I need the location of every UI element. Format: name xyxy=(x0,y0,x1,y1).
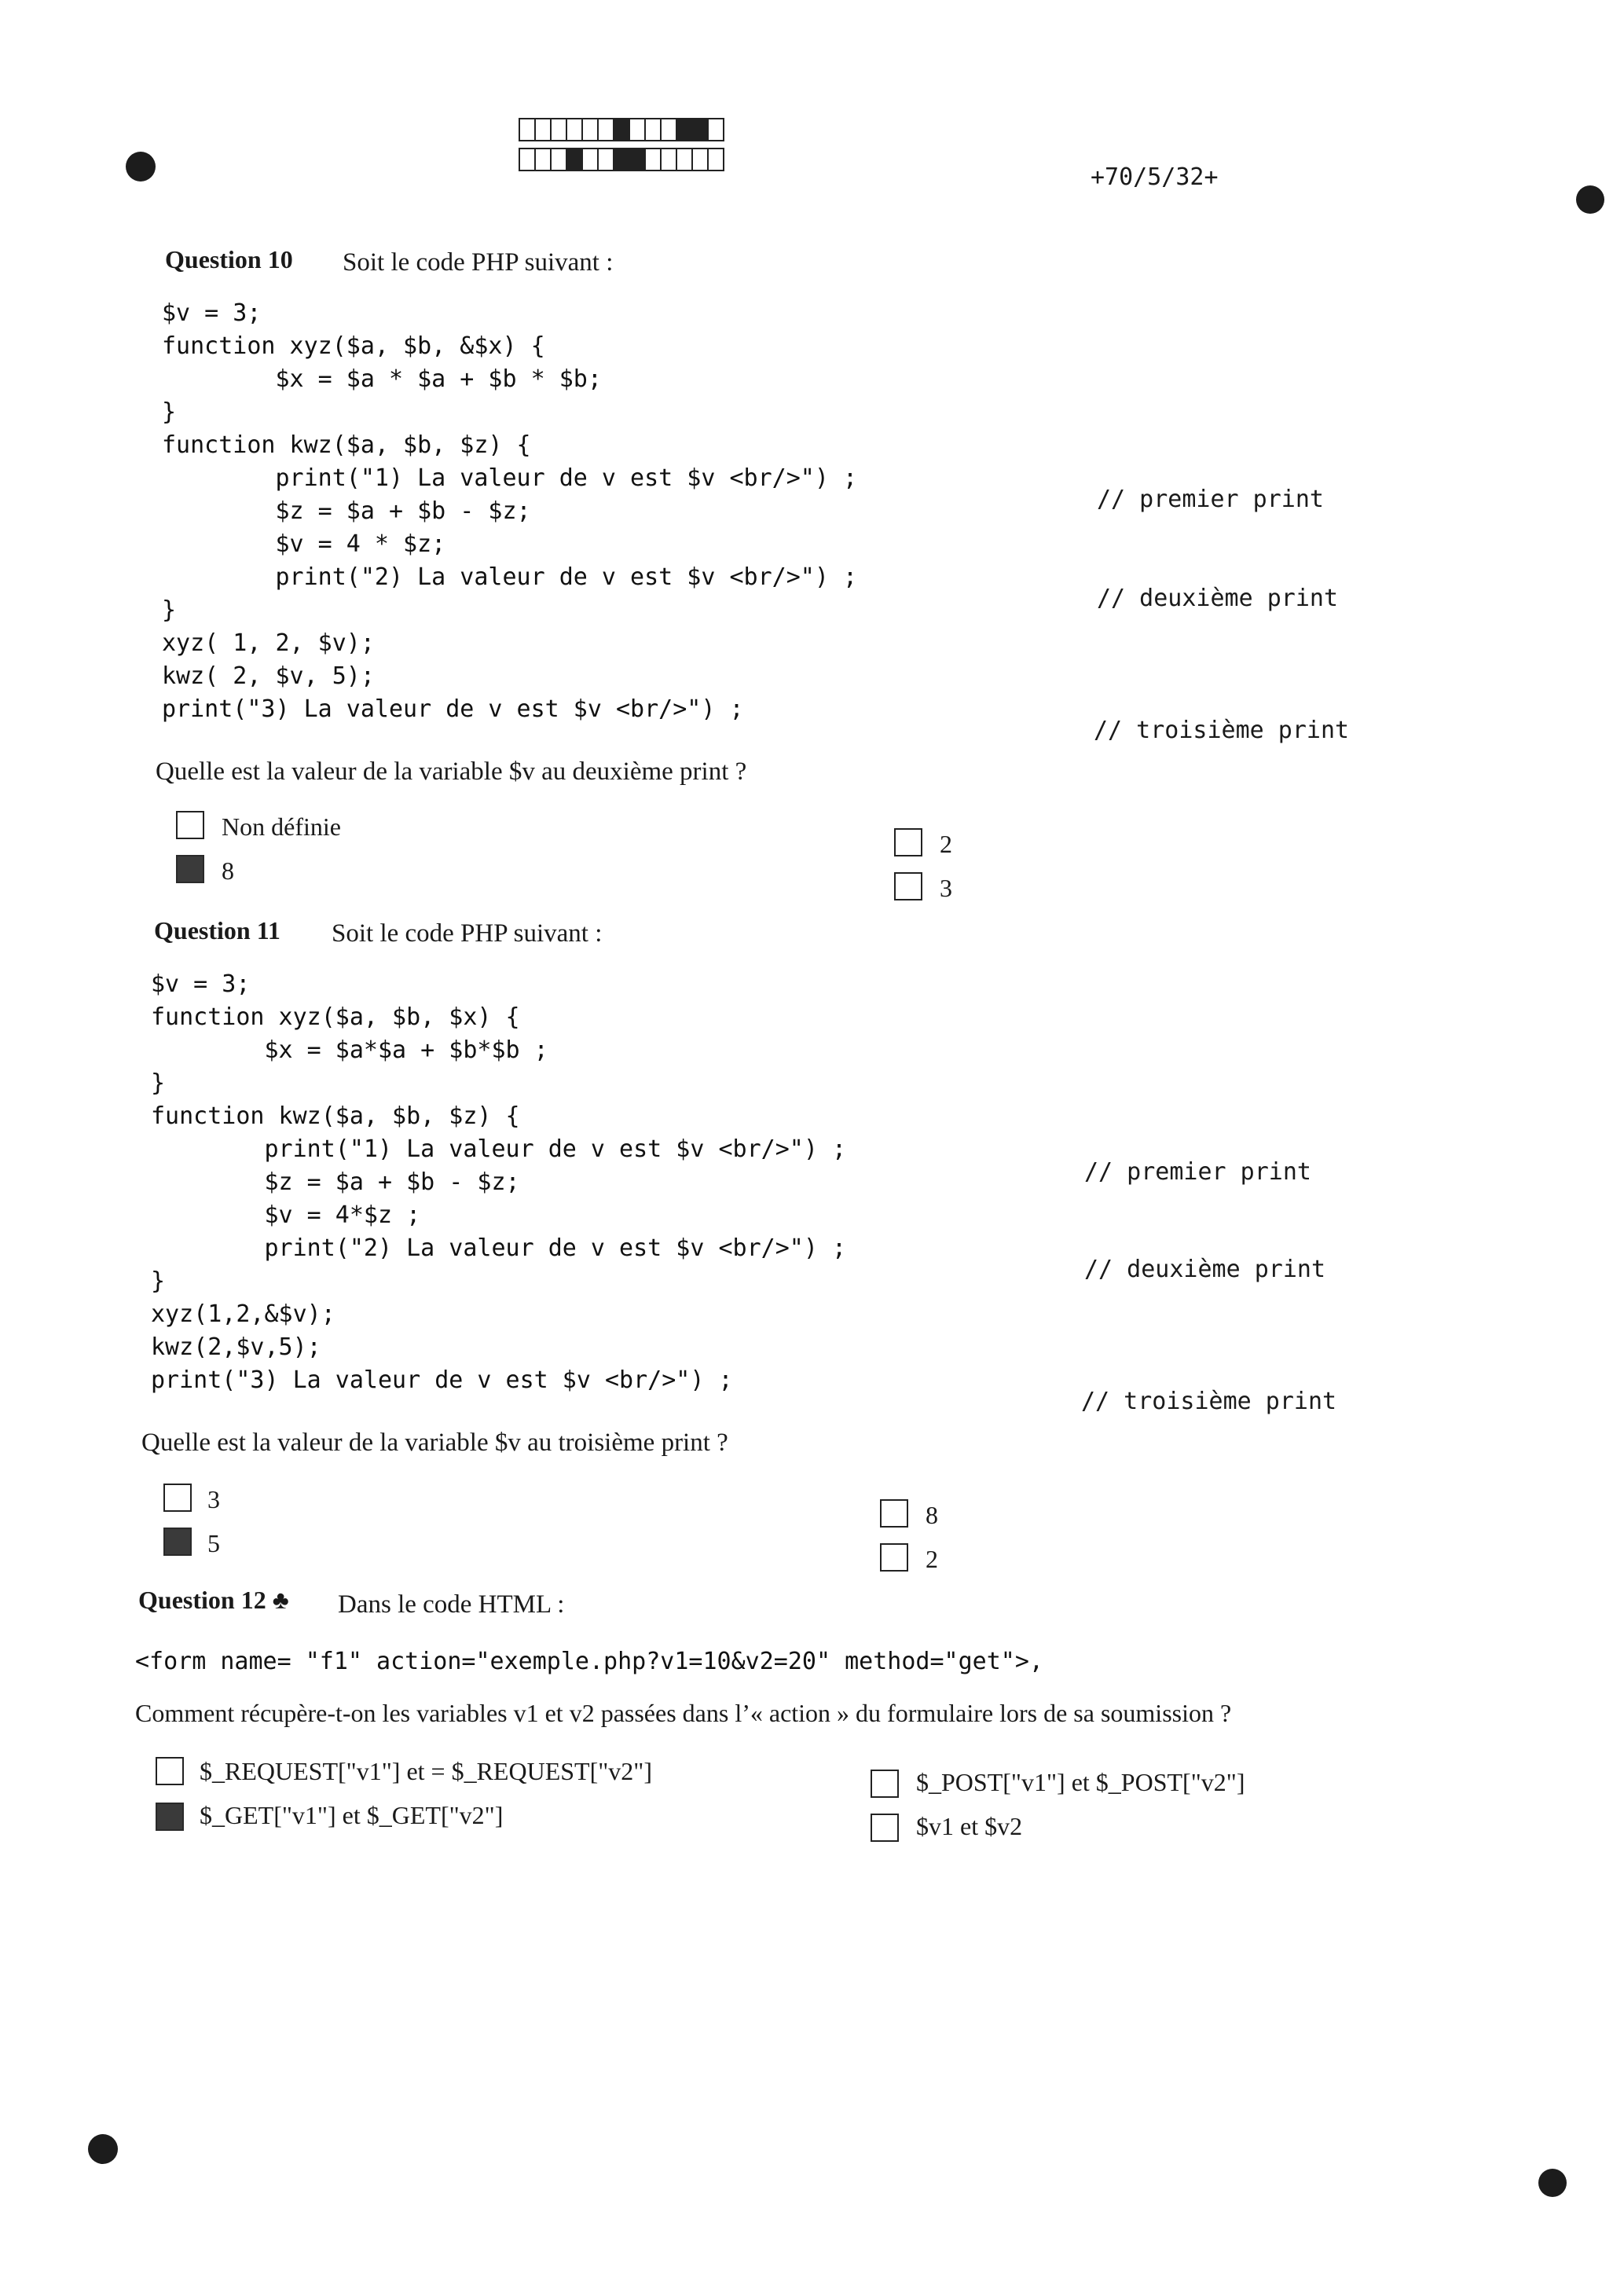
q11-option-label: 8 xyxy=(926,1501,938,1529)
q12-option-label: $v1 et $v2 xyxy=(916,1812,1023,1840)
q10-option-checkbox[interactable] xyxy=(176,811,204,839)
barcode-cell xyxy=(660,148,677,171)
barcode-cell xyxy=(629,118,646,141)
question-11-comment-3: // troisième print xyxy=(1081,1388,1337,1415)
barcode-cell xyxy=(534,118,552,141)
q11-option-label: 2 xyxy=(926,1545,938,1573)
barcode-cell xyxy=(676,118,693,141)
question-12-title: Question 12 ♣ xyxy=(138,1586,289,1614)
question-10-comment-3: // troisième print xyxy=(1094,717,1350,744)
barcode-row-2 xyxy=(519,148,723,171)
barcode-cell xyxy=(644,148,662,171)
barcode-cell xyxy=(566,118,583,141)
question-11-prompt: Quelle est la valeur de la variable $v au troisième print ? xyxy=(141,1429,728,1457)
barcode-cell xyxy=(629,148,646,171)
question-10-code: $v = 3; function xyz($a, $b, &$x) { $x = $a * $a + $b * $b; } function kwz($a, $b, $z) { print("1) La valeur de v est $v <br/>") ; $z = $a + $b - $z; $v = 4 * $z; print("2) La valeur de v est $v <br/>") ; } xyz( 1, 2, $v); kwz( 2, $v, 5); print("3) La valeur de v est $v <br/>") ; xyxy=(162,299,858,723)
q10-option-checkbox[interactable] xyxy=(894,872,922,900)
q10-option-label: 3 xyxy=(940,874,952,902)
q11-option-label: 5 xyxy=(207,1529,220,1557)
barcode-cell xyxy=(691,148,709,171)
q10-option-checkbox[interactable] xyxy=(894,828,922,856)
registration-mark-top-left xyxy=(126,152,156,182)
barcode-cell xyxy=(691,118,709,141)
q12-option-checkbox[interactable] xyxy=(156,1803,184,1831)
registration-mark-bottom-left xyxy=(88,2134,118,2164)
question-11-code: $v = 3; function xyz($a, $b, $x) { $x = $a*$a + $b*$b ; } function kwz($a, $b, $z) { print("1) La valeur de v est $v <br/>") ; $z = $a + $b - $z; $v = 4*$z ; print("2) La valeur de v est $v <br/>") ; } xyz(1,2,&$v); kwz(2,$v,5); print("3) La valeur de v est $v <br/>") ; xyxy=(151,970,847,1394)
question-12-prompt: Comment récupère-t-on les variables v1 et v2 passées dans l’« action » du formulaire lors de sa soumission ? xyxy=(135,1699,1232,1727)
q12-option-checkbox[interactable] xyxy=(156,1757,184,1785)
barcode-cell xyxy=(519,118,536,141)
barcode-cell xyxy=(550,118,567,141)
q12-option-label: $_GET["v1"] et $_GET["v2"] xyxy=(200,1801,504,1829)
barcode-cell xyxy=(660,118,677,141)
question-10-title: Question 10 xyxy=(165,245,293,273)
question-11-intro: Soit le code PHP suivant : xyxy=(332,919,603,948)
q10-option-label: 2 xyxy=(940,830,952,858)
registration-mark-bottom-right xyxy=(1538,2169,1567,2197)
barcode-cell xyxy=(566,148,583,171)
question-10-comment-1: // premier print xyxy=(1097,486,1324,513)
barcode-cell xyxy=(597,148,614,171)
q11-option-checkbox[interactable] xyxy=(880,1499,908,1528)
q12-option-checkbox[interactable] xyxy=(871,1814,899,1842)
barcode-cell xyxy=(550,148,567,171)
question-10-prompt: Quelle est la valeur de la variable $v au deuxième print ? xyxy=(156,757,747,786)
sheet-code: +70/5/32+ xyxy=(1091,163,1219,191)
barcode-cell xyxy=(581,148,599,171)
barcode-cell xyxy=(707,148,724,171)
question-10-comment-2: // deuxième print xyxy=(1097,585,1339,612)
question-12-code: <form name= "f1" action="exemple.php?v1=10&v2=20" method="get">, xyxy=(135,1648,1043,1675)
barcode-cell xyxy=(613,118,630,141)
barcode-cell xyxy=(676,148,693,171)
q12-option-label: $_POST["v1"] et $_POST["v2"] xyxy=(916,1768,1245,1796)
question-10-intro: Soit le code PHP suivant : xyxy=(343,248,614,277)
question-11-comment-1: // premier print xyxy=(1084,1158,1311,1186)
q11-option-checkbox[interactable] xyxy=(163,1528,192,1556)
q10-option-label: Non définie xyxy=(222,812,341,841)
barcode-cell xyxy=(644,118,662,141)
q10-option-label: 8 xyxy=(222,856,234,885)
barcode-cell xyxy=(597,118,614,141)
barcode-cell xyxy=(534,148,552,171)
question-12-intro: Dans le code HTML : xyxy=(338,1590,565,1619)
barcode-cell xyxy=(613,148,630,171)
barcode-cell xyxy=(519,148,536,171)
registration-mark-top-right xyxy=(1576,185,1604,214)
q11-option-checkbox[interactable] xyxy=(163,1484,192,1512)
q11-option-label: 3 xyxy=(207,1485,220,1513)
q12-option-label: $_REQUEST["v1"] et = $_REQUEST["v2"] xyxy=(200,1757,653,1785)
barcode-row-1 xyxy=(519,118,723,141)
q11-option-checkbox[interactable] xyxy=(880,1543,908,1572)
question-11-title: Question 11 xyxy=(154,916,280,944)
question-11-comment-2: // deuxième print xyxy=(1084,1256,1326,1283)
barcode-cell xyxy=(707,118,724,141)
q10-option-checkbox[interactable] xyxy=(176,855,204,883)
q12-option-checkbox[interactable] xyxy=(871,1770,899,1798)
barcode-cell xyxy=(581,118,599,141)
